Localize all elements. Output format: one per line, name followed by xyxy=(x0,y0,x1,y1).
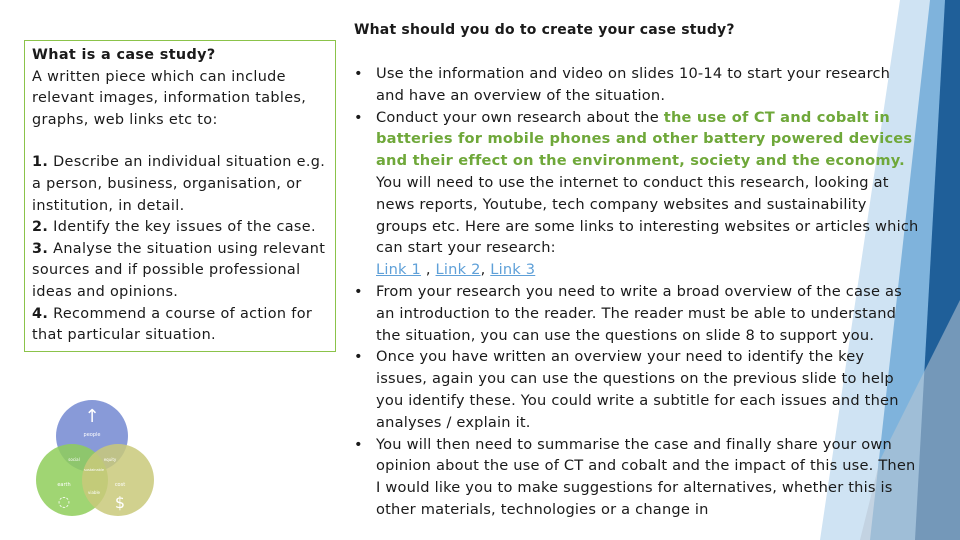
link-3[interactable]: Link 3 xyxy=(490,261,536,279)
bullet-item: • You will then need to summarise the case and finally share your own opinion about the use of CT and cobalt and the impact of this use. Then I would like you to make suggestions for alternatives, whether this is other materials, technologies or a change in xyxy=(354,435,916,518)
step-2: 2. Identify the key issues of the case. xyxy=(32,219,316,236)
people-label: people xyxy=(83,432,101,438)
slide-title: What should you do to create your case study? xyxy=(354,22,735,38)
bullet-item: • From your research you need to write a broad overview of the case as an introduction to the reader. The reader must be able to understand the situation, you can use the questions on slide 8 to support you. xyxy=(354,282,902,344)
dollar-icon: $ xyxy=(114,493,126,512)
center-label: sustainable xyxy=(83,468,105,472)
social-label: social xyxy=(68,457,80,462)
cost-label: cost xyxy=(114,482,126,488)
equity-label: equity xyxy=(103,457,117,462)
viable-label: viable xyxy=(87,490,101,495)
step-4: 4. Recommend a course of action for that particular situation. xyxy=(32,305,313,344)
definition-intro: A written piece which can include relevant images, information tables, graphs, web links etc to: xyxy=(32,68,307,128)
earth-label: earth xyxy=(57,482,71,488)
highlighted-topic: the use of CT and cobalt in batteries for mobile phones and other battery powered devices and their effect on the environment, society and the economy. xyxy=(376,108,913,170)
link-1[interactable]: Link 1 xyxy=(376,261,422,279)
link-2[interactable]: Link 2 xyxy=(435,261,481,279)
sustainability-venn-diagram xyxy=(34,398,164,528)
bullet-item: • Once you have written an overview your need to identify the key issues, again you can use the questions on the previous slide to help you identify these. You could write a subtitle for each issues and then analyses / explain it. xyxy=(354,348,899,431)
step-1: 1. Describe an individual situation e.g. a person, business, organisation, or institution, in detail. xyxy=(32,154,326,214)
step-3: 3. Analyse the situation using relevant sources and if possible professional ideas and opinions. xyxy=(32,240,326,300)
definition-heading: What is a case study? xyxy=(32,47,216,63)
earth-icon: ◌ xyxy=(57,494,71,510)
case-study-definition-box xyxy=(24,40,336,352)
people-icon: ↑ xyxy=(84,406,100,427)
bullet-item: • Conduct your own research about the the use of CT and cobalt in batteries for mobile phones and other battery powered devices and their effect on the environment, society and the economy. You will need to use the internet to conduct this research, looking at news reports, Youtube, tech company websites and sustainability groups etc. Here are some links to interesting websites or articles which can start your research: Link 1 , Link 2, Link 3 xyxy=(354,108,919,279)
instructions-list xyxy=(352,63,920,521)
bullet-item: • Use the information and video on slides 10-14 to start your research and have an overview of the situation. xyxy=(354,65,891,104)
